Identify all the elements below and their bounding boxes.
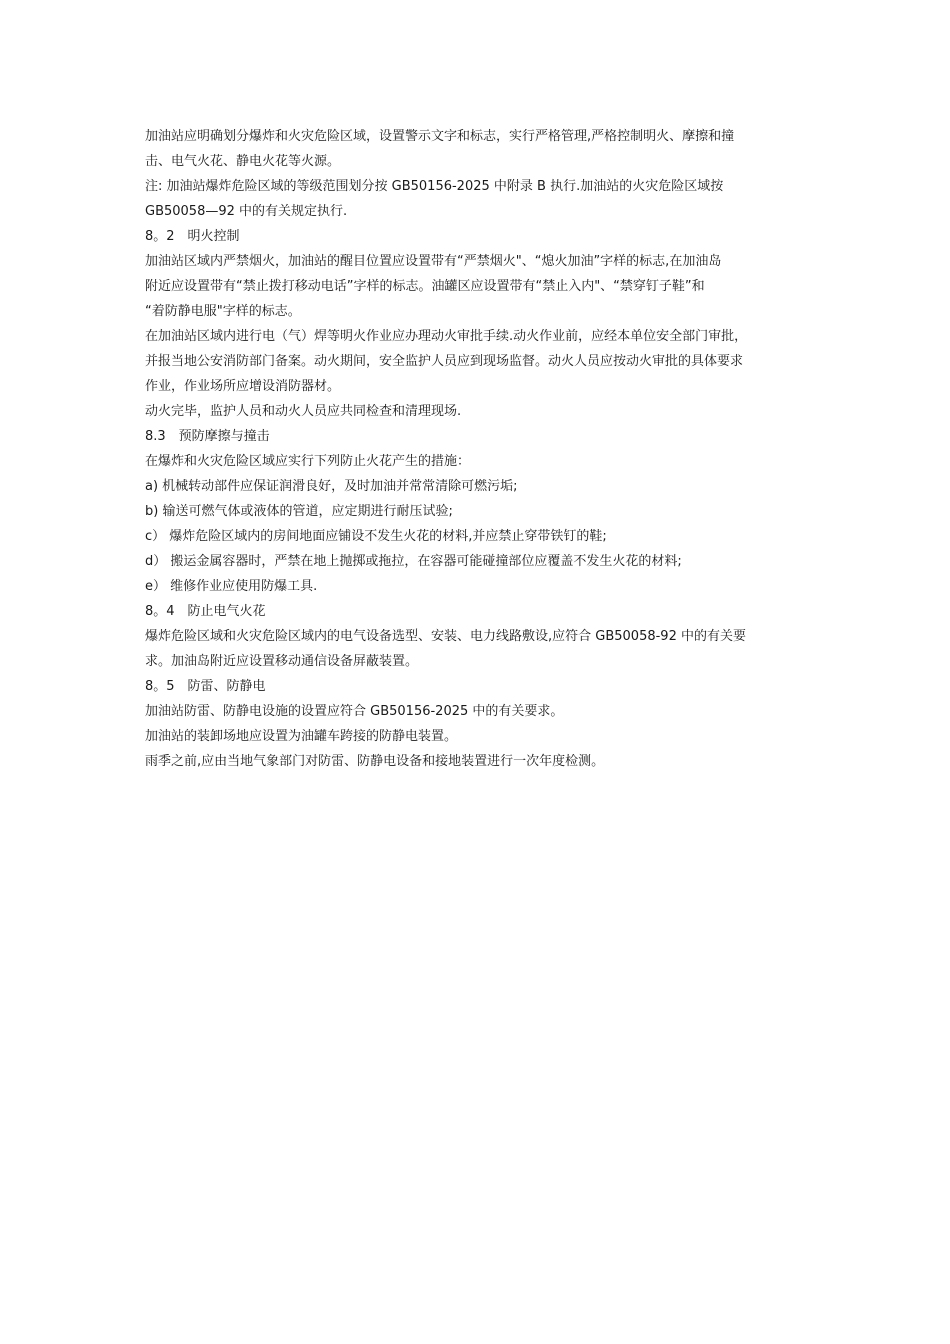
- paragraph-line: 在爆炸和火灾危险区域应实行下列防止火花产生的措施：: [145, 454, 471, 469]
- paragraph-line: 在加油站区域内进行电（气）焊等明火作业应办理动火审批手续.动火作业前，应经本单位安全部门审批，: [145, 329, 748, 344]
- list-item-b: b) 输送可燃气体或液体的管道，应定期进行耐压试验;: [145, 504, 453, 519]
- paragraph-line: 加油站防雷、防静电设施的设置应符合 GB50156-2025 中的有关要求。: [145, 704, 564, 719]
- paragraph-line: 雨季之前,应由当地气象部门对防雷、防静电设备和接地装置进行一次年度检测。: [145, 754, 605, 769]
- section-heading-8-4: 8。4 防止电气火花: [145, 604, 266, 619]
- list-item-a: a) 机械转动部件应保证润滑良好，及时加油并常常清除可燃污垢;: [145, 479, 518, 494]
- document-body: [145, 124, 825, 774]
- paragraph-line: 击、电气火花、静电火花等火源。: [145, 154, 341, 169]
- paragraph-line: 加油站的装卸场地应设置为油罐车跨接的防静电装置。: [145, 729, 458, 744]
- note-line: 注: 加油站爆炸危险区域的等级范围划分按 GB50156-2025 中附录 B 执行.加油站的火灾危险区域按: [145, 179, 724, 194]
- list-item-e: e） 维修作业应使用防爆工具.: [145, 579, 318, 594]
- note-line: GB50058—92 中的有关规定执行.: [145, 204, 348, 219]
- paragraph-line: 加油站区域内严禁烟火，加油站的醒目位置应设置带有“严禁烟火"、“熄火加油”字样的标志,在加油岛: [145, 254, 722, 269]
- paragraph-line: 作业，作业场所应增设消防器材。: [145, 379, 341, 394]
- section-heading-8-5: 8。5 防雷、防静电: [145, 679, 266, 694]
- list-item-c: c） 爆炸危险区域内的房间地面应铺设不发生火花的材料,并应禁止穿带铁钉的鞋;: [145, 529, 607, 544]
- paragraph-line: 动火完毕，监护人员和动火人员应共同检查和清理现场.: [145, 404, 462, 419]
- paragraph-line: 加油站应明确划分爆炸和火灾危险区域，设置警示文字和标志，实行严格管理,严格控制明火、摩擦和撞: [145, 129, 735, 144]
- section-heading-8-3: 8.3 预防摩擦与撞击: [145, 429, 270, 444]
- paragraph-line: 并报当地公安消防部门备案。动火期间，安全监护人员应到现场监督。动火人员应按动火审批的具体要求: [145, 354, 744, 369]
- list-item-d: d） 搬运金属容器时，严禁在地上抛掷或拖拉，在容器可能碰撞部位应覆盖不发生火花的材料;: [145, 554, 682, 569]
- paragraph-line: “着防静电服"字样的标志。: [145, 304, 301, 319]
- paragraph-line: 爆炸危险区域和火灾危险区域内的电气设备选型、安装、电力线路敷设,应符合 GB50058-92 中的有关要: [145, 629, 746, 644]
- section-heading-8-2: 8。2 明火控制: [145, 229, 240, 244]
- paragraph-line: 求。加油岛附近应设置移动通信设备屏蔽装置。: [145, 654, 419, 669]
- paragraph-line: 附近应设置带有“禁止拨打移动电话”字样的标志。油罐区应设置带有“禁止入内"、“禁穿钉子鞋”和: [145, 279, 705, 294]
